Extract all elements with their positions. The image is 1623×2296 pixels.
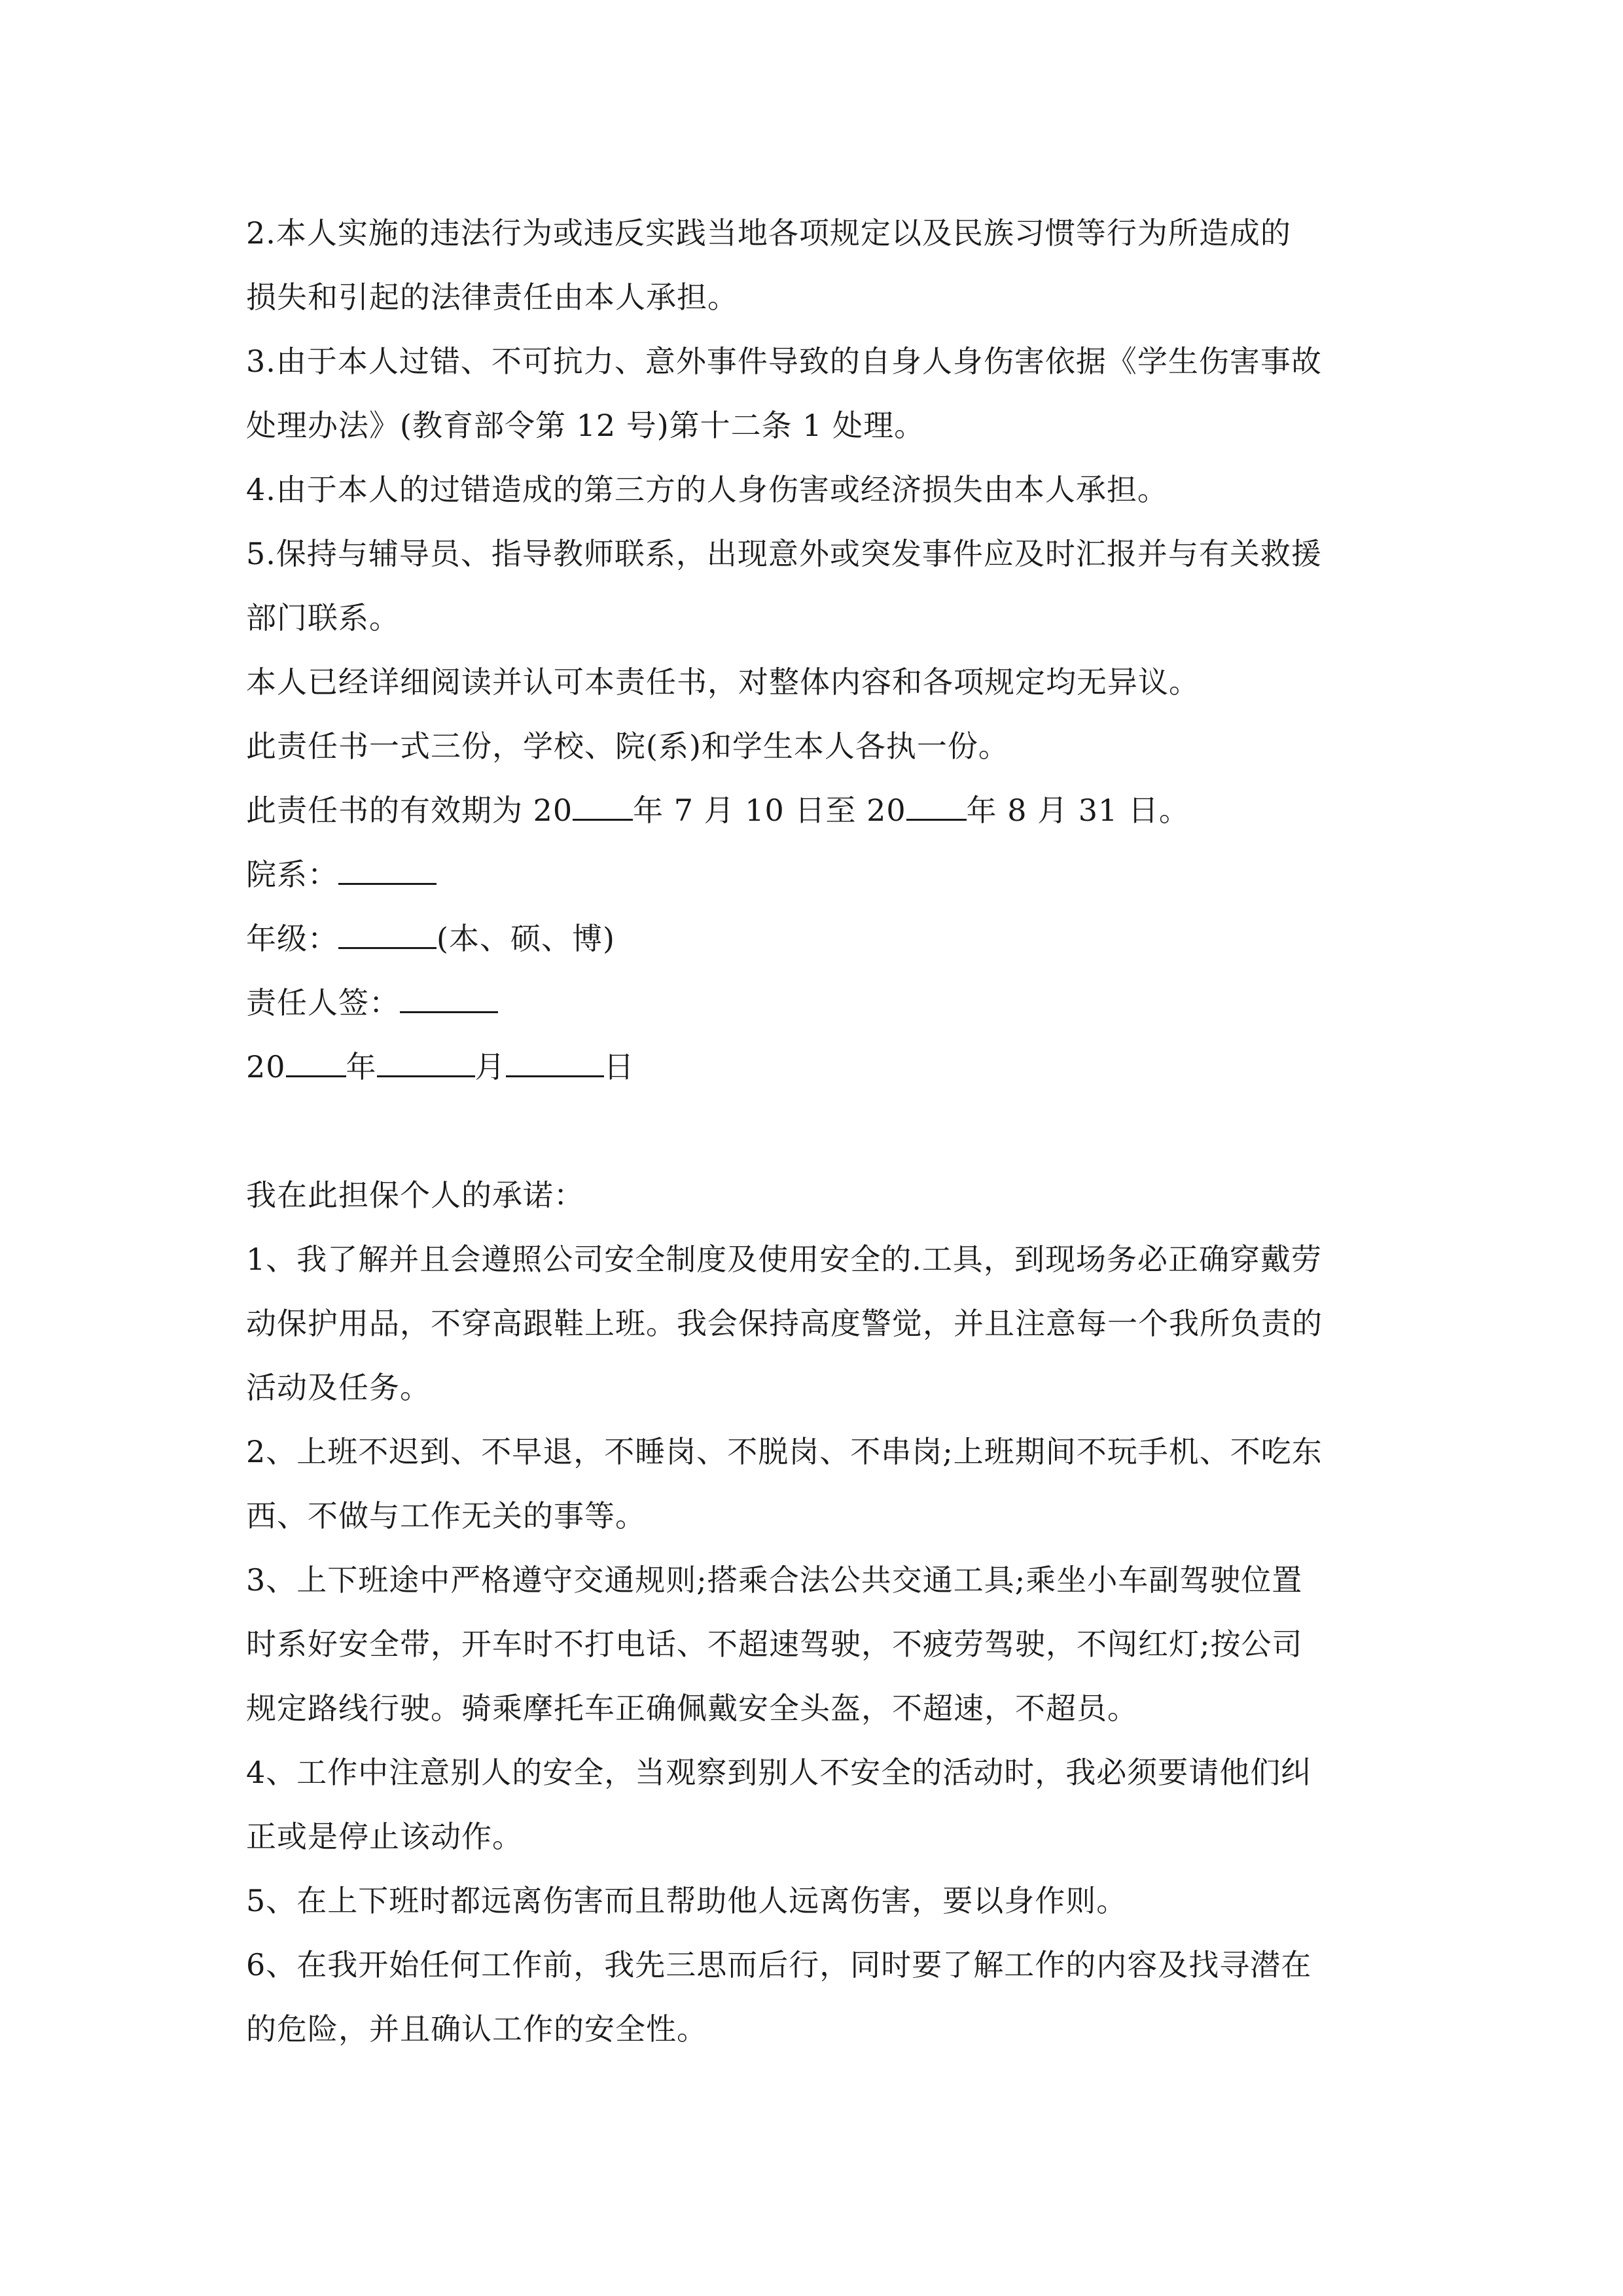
clause-3-line-1: 3.由于本人过错、不可抗力、意外事件导致的自身人身伤害依据《学生伤害事故 — [246, 344, 1322, 379]
clause-3-line-2: 处理办法》(教育部令第 12 号)第十二条 1 处理。 — [246, 408, 925, 443]
validity-end-year-blank[interactable] — [906, 793, 967, 821]
pledge-4-line-1: 4、工作中注意别人的安全，当观察到别人不安全的活动时，我必须要请他们纠 — [246, 1755, 1312, 1790]
date-month-label: 月 — [474, 1049, 506, 1085]
date-day-label: 日 — [603, 1049, 635, 1085]
pledge-1-line-2: 动保护用品，不穿高跟鞋上班。我会保持高度警觉，并且注意每一个我所负责的 — [246, 1306, 1323, 1341]
signer-label: 责任人签： — [246, 985, 400, 1020]
document-body — [246, 201, 1385, 2061]
date-day-blank[interactable] — [506, 1049, 604, 1077]
section-spacer — [246, 1099, 1385, 1163]
copies-text: 此责任书一式三份，学校、院(系)和学生本人各执一份。 — [246, 728, 1009, 764]
grade-field — [246, 906, 1385, 971]
clause-2-line-2: 损失和引起的法律责任由本人承担。 — [246, 279, 738, 315]
pledge-1-line-1: 1、我了解并且会遵照公司安全制度及使用安全的.工具，到现场务必正确穿戴劳 — [246, 1242, 1322, 1277]
validity-text-start: 此责任书的有效期为 20 — [246, 793, 573, 828]
date-prefix: 20 — [246, 1049, 286, 1085]
validity-period — [246, 778, 1385, 842]
date-year-blank[interactable] — [286, 1049, 346, 1077]
pledge-2-line-2: 西、不做与工作无关的事等。 — [246, 1498, 646, 1534]
validity-start-year-blank[interactable] — [573, 793, 633, 821]
pledge-4-line-2: 正或是停止该动作。 — [246, 1819, 523, 1854]
pledge-5-line-1: 5、在上下班时都远离伤害而且帮助他人远离伤害，要以身作则。 — [246, 1883, 1128, 1918]
department-blank[interactable] — [338, 857, 437, 885]
signer-blank[interactable] — [400, 985, 498, 1013]
department-field — [246, 842, 1385, 906]
pledge-heading: 我在此担保个人的承诺： — [246, 1177, 584, 1213]
clause-5-line-2: 部门联系。 — [246, 600, 400, 636]
grade-blank[interactable] — [338, 921, 437, 949]
signer-field — [246, 971, 1385, 1035]
acknowledgement-text: 本人已经详细阅读并认可本责任书，对整体内容和各项规定均无异议。 — [246, 664, 1200, 700]
pledge-6-line-2: 的危险，并且确认工作的安全性。 — [246, 2011, 707, 2047]
pledge-3-line-3: 规定路线行驶。骑乘摩托车正确佩戴安全头盔，不超速，不超员。 — [246, 1691, 1138, 1726]
date-field — [246, 1035, 1385, 1099]
pledge-3-line-1: 3、上下班途中严格遵守交通规则;搭乘合法公共交通工具;乘坐小车副驾驶位置 — [246, 1562, 1303, 1598]
clause-2-line-1: 2.本人实施的违法行为或违反实践当地各项规定以及民族习惯等行为所造成的 — [246, 215, 1291, 251]
clause-4-line-1: 4.由于本人的过错造成的第三方的人身伤害或经济损失由本人承担。 — [246, 472, 1168, 507]
pledge-2-line-1: 2、上班不迟到、不早退，不睡岗、不脱岗、不串岗;上班期间不玩手机、不吃东 — [246, 1434, 1323, 1469]
date-month-blank[interactable] — [377, 1049, 475, 1077]
validity-text-middle: 年 7 月 10 日至 20 — [633, 793, 906, 828]
pledge-1-line-3: 活动及任务。 — [246, 1370, 431, 1405]
clause-5-line-1: 5.保持与辅导员、指导教师联系，出现意外或突发事件应及时汇报并与有关救援 — [246, 536, 1322, 571]
pledge-3-line-2: 时系好安全带，开车时不打电话、不超速驾驶，不疲劳驾驶，不闯红灯;按公司 — [246, 1626, 1303, 1662]
pledge-6-line-1: 6、在我开始任何工作前，我先三思而后行，同时要了解工作的内容及找寻潜在 — [246, 1947, 1312, 1982]
grade-label: 年级： — [246, 921, 338, 956]
department-label: 院系： — [246, 857, 338, 892]
date-year-label: 年 — [346, 1049, 377, 1085]
grade-options: (本、硕、博) — [437, 921, 615, 956]
validity-text-end: 年 8 月 31 日。 — [966, 793, 1190, 828]
